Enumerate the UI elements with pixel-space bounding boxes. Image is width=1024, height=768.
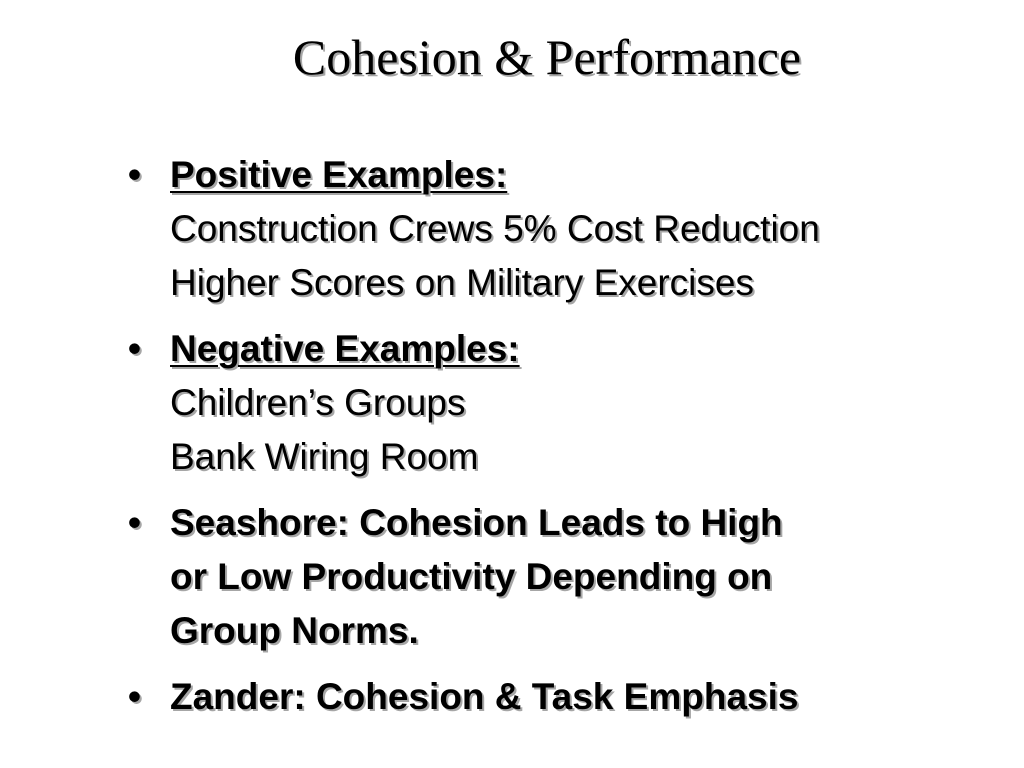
bullet-line: Group Norms. <box>170 610 419 651</box>
bullet-dot-icon: • <box>128 154 141 195</box>
bullet-dot-icon: • <box>128 676 141 717</box>
bullet-list <box>128 148 1008 736</box>
slide-title: Cohesion & Performance <box>292 29 802 85</box>
bullet-line: Children’s Groups <box>170 382 466 423</box>
bullet-negative-examples <box>128 322 1008 484</box>
bullet-line: Construction Crews 5% Cost Reduction <box>170 208 820 249</box>
bullet-heading: Negative Examples: <box>170 328 520 369</box>
bullet-dot-icon: • <box>128 328 141 369</box>
bullet-positive-examples <box>128 148 1008 310</box>
bullet-heading: Positive Examples: <box>170 154 508 195</box>
bullet-line: Seashore: Cohesion Leads to High <box>170 502 783 543</box>
bullet-zander <box>128 670 1008 724</box>
bullet-line: or Low Productivity Depending on <box>170 556 773 597</box>
bullet-line: Higher Scores on Military Exercises <box>170 262 754 303</box>
bullet-line: Bank Wiring Room <box>170 436 479 477</box>
bullet-line: Zander: Cohesion & Task Emphasis <box>170 676 799 717</box>
bullet-dot-icon: • <box>128 502 141 543</box>
bullet-seashore <box>128 496 1008 658</box>
